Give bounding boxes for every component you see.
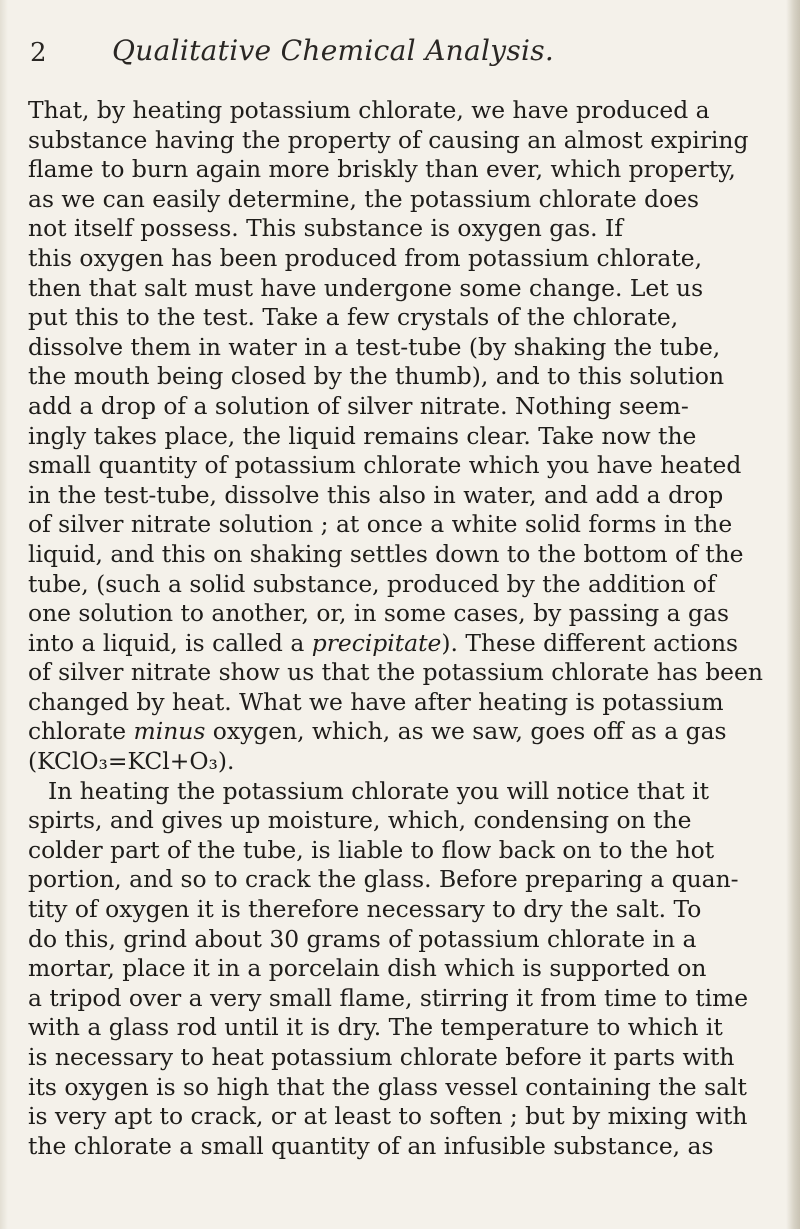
page-header	[30, 12, 770, 72]
text-line: portion, and so to crack the glass. Before preparing a quan-	[28, 865, 739, 894]
text-line: That, by heating potassium chlorate, we have produced a	[28, 96, 710, 124]
text-line: (KClO₃=KCl+O₃).	[28, 747, 235, 776]
text-line: small quantity of potassium chlorate which you have heated	[28, 451, 742, 480]
text-line: not itself possess. This substance is oxygen gas. If	[28, 214, 623, 243]
text-line: a tripod over a very small flame, stirring it from time to time	[28, 983, 749, 1012]
italic-term: precipitate	[311, 628, 442, 657]
text-line: In heating the potassium chlorate you will notice that it	[48, 776, 710, 805]
text-line: tity of oxygen it is therefore necessary to dry the salt. To	[28, 895, 702, 924]
text-line: liquid, and this on shaking settles down to the bottom of the	[28, 539, 744, 568]
text-line: dissolve them in water in a test-tube (by shaking the tube,	[28, 332, 721, 361]
page-number: 2	[30, 38, 47, 68]
text-line: chlorate minus oxygen, which, as we saw, goes off as a gas	[28, 717, 727, 746]
text-line: spirts, and gives up moisture, which, condensing on the	[28, 806, 692, 835]
body-text	[28, 96, 768, 1161]
text-line: one solution to another, or, in some cases, by passing a gas	[28, 599, 729, 628]
running-title: Qualitative Chemical Analysis.	[112, 34, 555, 67]
text-line: of silver nitrate solution ; at once a white solid forms in the	[28, 510, 733, 539]
italic-term: minus	[133, 717, 206, 746]
text-line: tube, (such a solid substance, produced by the addition of	[28, 569, 716, 598]
text-line: in the test-tube, dissolve this also in water, and add a drop	[28, 480, 724, 509]
text-line: the mouth being closed by the thumb), and to this solution	[28, 362, 725, 391]
text-line: flame to burn again more briskly than ever, which property,	[28, 155, 736, 184]
text-line: colder part of the tube, is liable to flow back on to the hot	[28, 835, 715, 864]
text-line: then that salt must have undergone some change. Let us	[28, 273, 704, 302]
text-line: mortar, place it in a porcelain dish which is supported on	[28, 954, 707, 983]
text-line: of silver nitrate show us that the potassium chlorate has been	[28, 658, 763, 687]
page-gutter-shadow	[0, 0, 8, 1229]
page-edge	[786, 0, 800, 1229]
text-line: do this, grind about 30 grams of potassium chlorate in a	[28, 924, 697, 953]
text-line: put this to the test. Take a few crystals of the chlorate,	[28, 303, 679, 332]
text-line: as we can easily determine, the potassium chlorate does	[28, 184, 700, 213]
text-line: changed by heat. What we have after heating is potassium	[28, 687, 724, 716]
text-line: ingly takes place, the liquid remains clear. Take now the	[28, 421, 697, 450]
text-line: with a glass rod until it is dry. The temperature to which it	[28, 1013, 723, 1042]
text-line: the chlorate a small quantity of an infusible substance, as	[28, 1131, 714, 1160]
text-line: into a liquid, is called a precipitate). These different actions	[28, 628, 739, 657]
text-line: is necessary to heat potassium chlorate before it parts with	[28, 1043, 735, 1071]
text-line: is very apt to crack, or at least to soften ; but by mixing with	[28, 1102, 748, 1131]
text-line: substance having the property of causing an almost expiring	[28, 125, 749, 154]
text-line: its oxygen is so high that the glass vessel containing the salt	[28, 1072, 747, 1101]
text-line: add a drop of a solution of silver nitrate. Nothing seem-	[28, 391, 689, 420]
text-line: this oxygen has been produced from potassium chlorate,	[28, 243, 703, 272]
